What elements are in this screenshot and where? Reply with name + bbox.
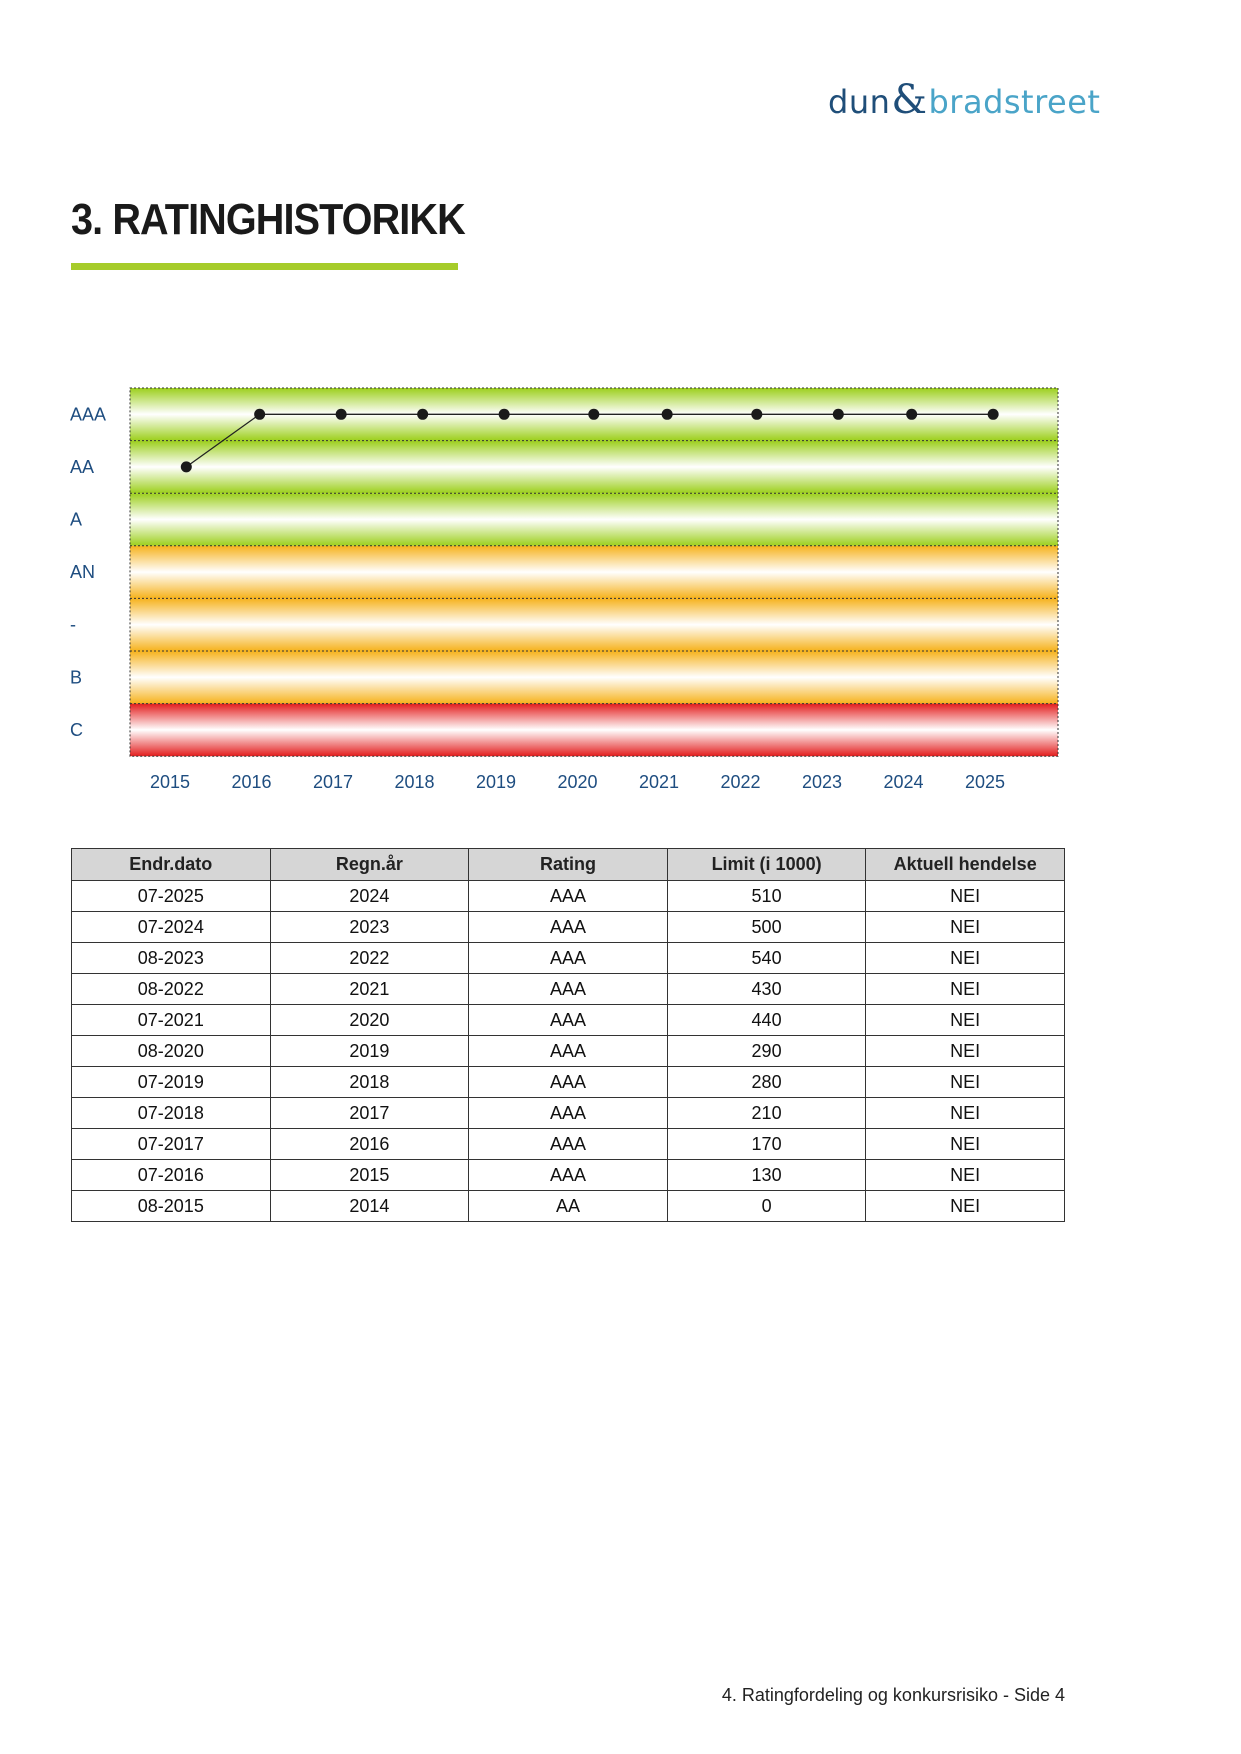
logo-ampersand: & (891, 77, 928, 123)
rating-point (988, 409, 999, 420)
table-cell: 08-2022 (72, 974, 271, 1005)
y-tick-label: - (70, 614, 76, 635)
rating-point (417, 409, 428, 420)
table-cell: NEI (866, 1129, 1065, 1160)
table-cell: 210 (667, 1098, 866, 1129)
rating-point (499, 409, 510, 420)
table-cell: 2024 (270, 881, 469, 912)
table-row (72, 1005, 1065, 1036)
table-cell: AAA (469, 1098, 668, 1129)
table-cell: 07-2025 (72, 881, 271, 912)
x-tick-label: 2016 (231, 772, 272, 793)
y-tick-label: AAA (70, 404, 107, 425)
column-header: Endr.dato (72, 849, 271, 881)
table-cell: NEI (866, 1067, 1065, 1098)
table-cell: NEI (866, 881, 1065, 912)
table-cell: AAA (469, 974, 668, 1005)
table-cell: NEI (866, 1005, 1065, 1036)
y-tick-label: AN (70, 562, 96, 583)
table-cell: AAA (469, 881, 668, 912)
table-cell: 540 (667, 943, 866, 974)
table-cell: NEI (866, 943, 1065, 974)
table-cell: 2020 (270, 1005, 469, 1036)
table-cell: 2019 (270, 1036, 469, 1067)
page-footer: 4. Ratingfordeling og konkursrisiko - Side 4 (721, 1685, 1065, 1705)
y-tick-label: AA (70, 456, 95, 477)
rating-band (130, 704, 1058, 757)
rating-point (833, 409, 844, 420)
x-tick-label: 2015 (149, 772, 191, 793)
table-row (72, 912, 1065, 943)
table-row (72, 1067, 1065, 1098)
rating-band (130, 441, 1058, 494)
x-tick-label: 2017 (312, 772, 354, 793)
table-cell: 500 (667, 912, 866, 943)
table-cell: 07-2017 (72, 1129, 271, 1160)
rating-band (130, 598, 1058, 651)
table-cell: 2016 (270, 1129, 469, 1160)
chart-y-labels (70, 404, 106, 740)
y-tick-label: A (70, 509, 83, 530)
x-tick-label: 2023 (801, 772, 843, 793)
table-cell: 280 (667, 1067, 866, 1098)
rating-point (662, 409, 673, 420)
table-cell: 0 (667, 1191, 866, 1222)
rating-point (336, 409, 347, 420)
table-cell: AAA (469, 1005, 668, 1036)
column-header: Regn.år (270, 849, 469, 881)
logo-text-bradstreet: bradstreet (928, 83, 1101, 121)
table-cell: NEI (866, 1160, 1065, 1191)
table-cell: 2017 (270, 1098, 469, 1129)
rating-band (130, 546, 1058, 599)
x-tick-label: 2018 (394, 772, 435, 793)
table-cell: 2021 (270, 974, 469, 1005)
rating-history-chart (0, 370, 1241, 810)
rating-point (181, 461, 192, 472)
table-cell: 08-2023 (72, 943, 271, 974)
rating-point (751, 409, 762, 420)
rating-band (130, 651, 1058, 704)
logo-text-dun: dun (828, 83, 891, 121)
company-logo (828, 78, 1100, 122)
table-row (72, 1129, 1065, 1160)
table-cell: 2014 (270, 1191, 469, 1222)
table-cell: 440 (667, 1005, 866, 1036)
table-row (72, 943, 1065, 974)
table-cell: NEI (866, 1191, 1065, 1222)
table-row (72, 1098, 1065, 1129)
x-tick-label: 2022 (720, 772, 761, 793)
table-cell: NEI (866, 1036, 1065, 1067)
column-header: Aktuell hendelse (866, 849, 1065, 881)
table-cell: AAA (469, 1129, 668, 1160)
table-cell: 07-2019 (72, 1067, 271, 1098)
chart-bands (130, 388, 1058, 756)
column-header: Rating (469, 849, 668, 881)
x-tick-label: 2020 (557, 772, 598, 793)
x-tick-label: 2025 (964, 772, 1006, 793)
table-header-row (72, 849, 1065, 881)
rating-point (254, 409, 265, 420)
table-cell: 2015 (270, 1160, 469, 1191)
table-cell: AAA (469, 1067, 668, 1098)
title-underline (71, 263, 458, 270)
y-tick-label: C (70, 719, 83, 740)
table-cell: NEI (866, 974, 1065, 1005)
y-tick-label: B (70, 667, 83, 688)
table-row (72, 1191, 1065, 1222)
rating-point (588, 409, 599, 420)
table-row (72, 881, 1065, 912)
table-row (72, 974, 1065, 1005)
x-tick-label: 2021 (638, 772, 680, 793)
table-row (72, 1160, 1065, 1191)
table-cell: AAA (469, 1036, 668, 1067)
rating-band (130, 493, 1058, 546)
table-cell: 2018 (270, 1067, 469, 1098)
table-cell: 170 (667, 1129, 866, 1160)
table-cell: 130 (667, 1160, 866, 1191)
table-cell: 07-2021 (72, 1005, 271, 1036)
rating-history-table (71, 848, 1065, 1222)
table-cell: 08-2020 (72, 1036, 271, 1067)
table-cell: 2023 (270, 912, 469, 943)
table-cell: AAA (469, 943, 668, 974)
table-cell: 07-2018 (72, 1098, 271, 1129)
table-cell: 510 (667, 881, 866, 912)
table-cell: AAA (469, 912, 668, 943)
table-cell: AAA (469, 1160, 668, 1191)
table-cell: 290 (667, 1036, 866, 1067)
table-cell: 08-2015 (72, 1191, 271, 1222)
x-tick-label: 2019 (475, 772, 517, 793)
table-cell: 430 (667, 974, 866, 1005)
table-cell: AA (469, 1191, 668, 1222)
table-cell: NEI (866, 912, 1065, 943)
table-row (72, 1036, 1065, 1067)
chart-x-labels (150, 772, 1005, 792)
table-cell: 07-2024 (72, 912, 271, 943)
rating-point (906, 409, 917, 420)
column-header: Limit (i 1000) (667, 849, 866, 881)
table-cell: 07-2016 (72, 1160, 271, 1191)
table-cell: 2022 (270, 943, 469, 974)
page-title: 3. RATINGHISTORIKK (71, 195, 465, 244)
table-cell: NEI (866, 1098, 1065, 1129)
x-tick-label: 2024 (883, 772, 924, 793)
